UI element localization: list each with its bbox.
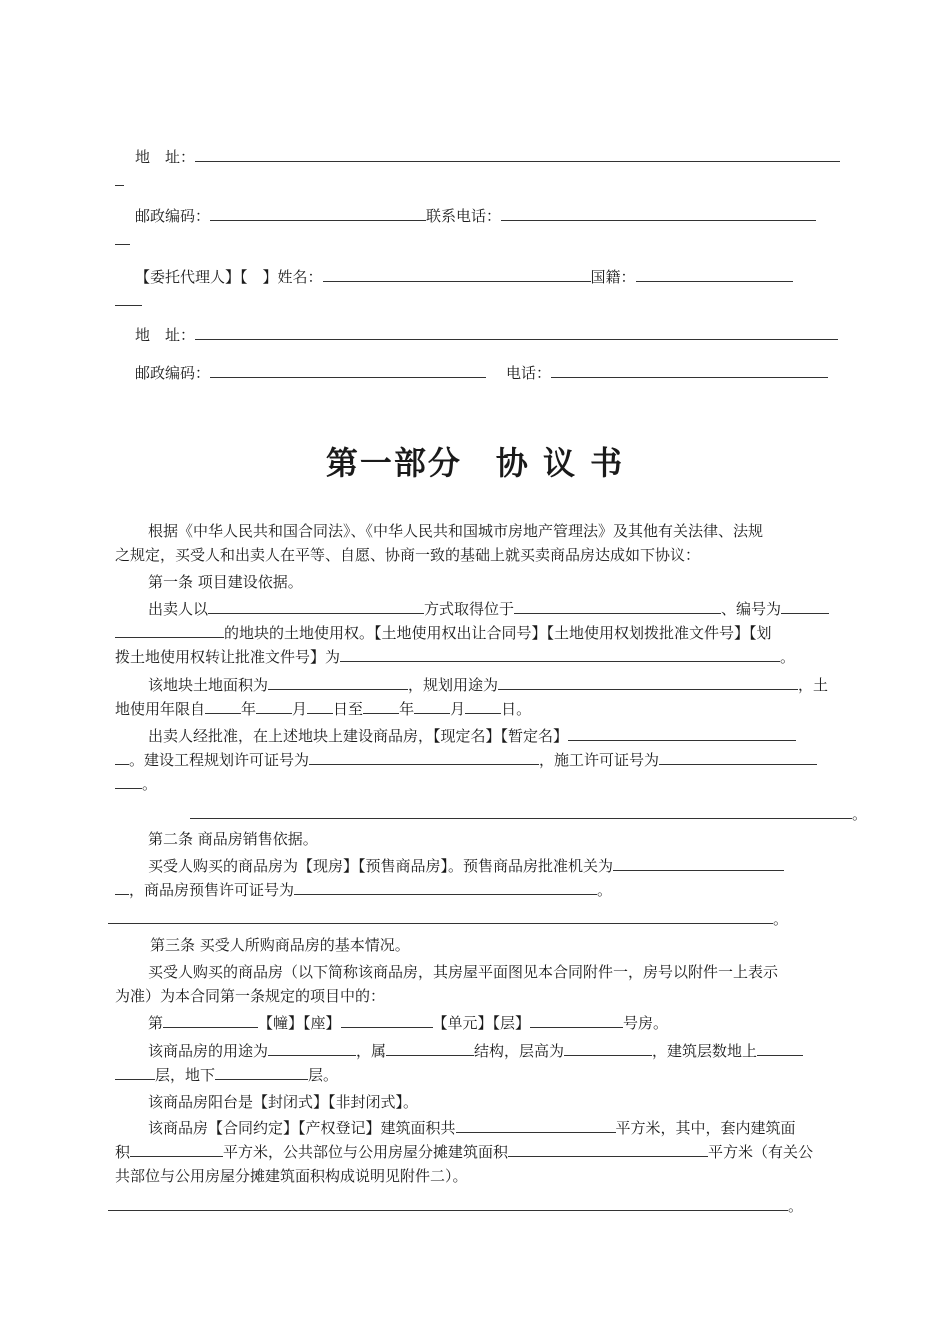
blank: [498, 674, 798, 690]
text: 层。: [308, 1066, 339, 1084]
text: 层，地下: [155, 1066, 216, 1084]
address-row: [135, 146, 840, 168]
blank: [268, 674, 408, 690]
blank: [215, 1064, 308, 1080]
article3-p3-line1: [148, 1040, 803, 1062]
blank: [341, 1012, 433, 1028]
blank: [568, 725, 796, 741]
blank: [190, 803, 852, 819]
text: 月: [450, 700, 466, 718]
article3-p5-line1: [148, 1117, 796, 1139]
article2-p1-line1: [148, 855, 784, 877]
blank: [115, 879, 129, 895]
article1-p3-line1: [148, 725, 796, 747]
text: ，规划用途为: [408, 676, 499, 694]
postcode2-label: 邮政编码：: [135, 364, 211, 382]
address-label: 地 址：: [135, 148, 196, 166]
section-title: 第一部分 协 议 书: [325, 444, 625, 482]
article1-p3-line4: [190, 803, 867, 825]
text: ，商品房预售许可证号为: [129, 881, 295, 899]
article3-p2: [148, 1012, 668, 1034]
text: 出卖人经批准，在上述地块上建设商品房，【现定名】【暂定名】: [148, 727, 569, 745]
blank: [108, 1195, 788, 1211]
text: 【幢】【座】: [258, 1014, 341, 1032]
blank: [386, 1040, 474, 1056]
text: 月: [292, 700, 308, 718]
text: 该地块土地面积为: [148, 676, 269, 694]
blank: [340, 646, 780, 662]
text: 年: [241, 700, 257, 718]
blank: [115, 773, 142, 789]
article3-p5-line3: 共部位与公用房屋分摊建筑面积构成说明见附件二）。: [115, 1167, 468, 1185]
blank: [530, 1012, 623, 1028]
agent-name-blank: [323, 266, 591, 282]
postcode2-blank: [210, 362, 486, 378]
blank: [115, 1064, 155, 1080]
article1-p1-line2: [115, 622, 772, 644]
text: ，建筑层数地上: [652, 1042, 758, 1060]
phone-blank: [551, 362, 828, 378]
text: 该商品房【合同约定】【产权登记】建筑面积共: [148, 1119, 456, 1137]
nationality-blank-cont: [115, 290, 142, 306]
address2-label: 地 址：: [135, 326, 196, 344]
blank: [115, 749, 129, 765]
text: 、编号为: [721, 600, 782, 618]
blank: [268, 1040, 356, 1056]
text: 买受人购买的商品房为【现房】【预售商品房】。预售商品房批准机关为: [148, 857, 614, 875]
phone-label: 电话：: [506, 364, 552, 382]
blank: [205, 698, 241, 714]
text: 第: [148, 1014, 164, 1032]
text: 平方米（有关公: [708, 1143, 814, 1161]
article1-p2-line2: [115, 698, 531, 720]
postcode-blank: [210, 205, 426, 221]
preamble-line-2: 之规定，买受人和出卖人在平等、自愿、协商一致的基础上就买卖商品房达成如下协议：: [115, 546, 701, 564]
text: 日至: [333, 700, 364, 718]
blank: [163, 1012, 258, 1028]
postcode-row-overflow: [115, 229, 130, 251]
contact-phone-blank: [501, 205, 816, 221]
text: 。: [788, 1197, 804, 1215]
text: 。建设工程规划许可证号为: [129, 751, 310, 769]
blank: [564, 1040, 652, 1056]
agent-row-overflow: [115, 290, 142, 312]
address2-blank: [195, 324, 838, 340]
article1-heading: 第一条 项目建设依据。: [148, 573, 303, 591]
nationality-blank: [636, 266, 793, 282]
text: 拨土地使用权转让批准文件号】为: [115, 648, 341, 666]
postcode-row: [135, 205, 816, 227]
text: ，施工许可证号为: [539, 751, 660, 769]
blank: [781, 598, 829, 614]
text: 平方米，其中，套内建筑面: [615, 1119, 796, 1137]
blank: [115, 622, 224, 638]
blank: [363, 698, 399, 714]
postcode-label: 邮政编码：: [135, 207, 211, 225]
article1-p3-line2: [115, 749, 817, 771]
text: 。: [852, 805, 868, 823]
article1-p1-line1: [148, 598, 829, 620]
article2-p1-line3: [108, 908, 788, 930]
contact-phone-blank-cont: [115, 229, 130, 245]
article3-p5-line2: [115, 1141, 813, 1163]
blank: [757, 1040, 803, 1056]
blank: [307, 698, 333, 714]
address2-row: [135, 324, 838, 346]
text: ，属: [356, 1042, 387, 1060]
text: 。: [773, 910, 789, 928]
text: 年: [399, 700, 415, 718]
postcode2-row: [135, 362, 828, 384]
article1-p3-line3: [115, 773, 157, 795]
text: 【单元】【层】: [432, 1014, 531, 1032]
text: 。: [780, 648, 796, 666]
text: 日。: [501, 700, 532, 718]
blank: [613, 855, 784, 871]
article2-p1-line2: [115, 879, 612, 901]
text: 。: [142, 775, 158, 793]
text: 出卖人以: [148, 600, 209, 618]
article1-p1-line3: [115, 646, 795, 668]
blank: [514, 598, 721, 614]
address-blank: [195, 146, 840, 162]
address-row-overflow: [115, 170, 124, 192]
blank: [414, 698, 450, 714]
text: 号房。: [623, 1014, 669, 1032]
blank: [294, 879, 597, 895]
article3-p5-line4: [108, 1195, 803, 1217]
text: 积: [115, 1143, 131, 1161]
article1-p2-line1: [148, 674, 828, 696]
blank: [456, 1117, 616, 1133]
article3-p4: 该商品房阳台是【封闭式】【非封闭式】。: [148, 1093, 419, 1111]
address-blank-cont: [115, 170, 124, 186]
article2-heading: 第二条 商品房销售依据。: [148, 830, 318, 848]
text: 。: [597, 881, 613, 899]
article3-heading: 第三条 买受人所购商品房的基本情况。: [150, 936, 410, 954]
text: 地使用年限自: [115, 700, 206, 718]
article3-p1-line2: 为准）为本合同第一条规定的项目中的：: [115, 987, 386, 1005]
agent-label: 【委托代理人】【 】姓名：: [135, 268, 323, 286]
text: 结构，层高为: [474, 1042, 565, 1060]
blank: [256, 698, 292, 714]
blank: [659, 749, 817, 765]
text: 的地块的土地使用权。【土地使用权出让合同号】【土地使用权划拨批准文件号】【划: [224, 624, 772, 642]
blank: [465, 698, 501, 714]
nationality-label: 国籍：: [590, 268, 636, 286]
preamble-line-1: 根据《中华人民共和国合同法》、《中华人民共和国城市房地产管理法》及其他有关法律、法规: [148, 522, 764, 540]
blank: [130, 1141, 223, 1157]
contact-phone-label: 联系电话：: [426, 207, 502, 225]
text: ，土: [798, 676, 829, 694]
article3-p1-line1: 买受人购买的商品房（以下简称该商品房，其房屋平面图见本合同附件一，房号以附件一上表示: [148, 963, 779, 981]
text: 平方米，公共部位与公用房屋分摊建筑面积: [223, 1143, 509, 1161]
blank: [309, 749, 539, 765]
article3-p3-line2: [115, 1064, 338, 1086]
text: 该商品房的用途为: [148, 1042, 269, 1060]
blank: [108, 908, 773, 924]
agent-row: [135, 266, 793, 288]
blank: [508, 1141, 708, 1157]
text: 方式取得位于: [424, 600, 515, 618]
blank: [208, 598, 424, 614]
